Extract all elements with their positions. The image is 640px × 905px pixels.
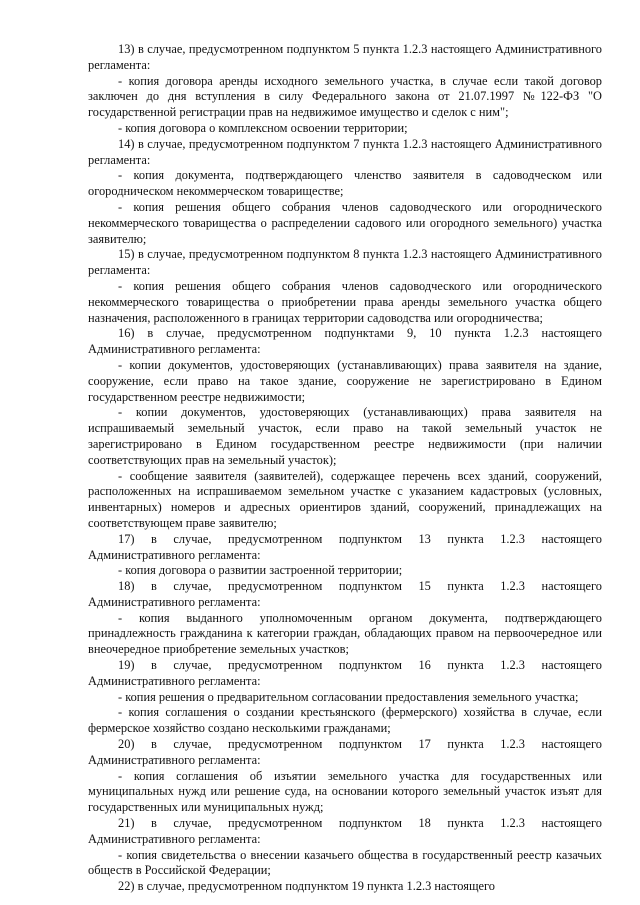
paragraph-13: 13) в случае, предусмотренном подпунктом 5 пункта 1.2.3 настоящего Административного регламента: (88, 42, 602, 72)
list-item: - копия договора аренды исходного земельного участка, в случае если такой договор заключен до дня вступления в силу Федерального закона от 21.07.1997 №122-ФЗ "О государственной регистрации прав на недвижимое имущество и сделок с ним"; (88, 73, 602, 120)
list-item: - копия решения о предварительном согласовании предоставления земельного участка; (118, 689, 579, 704)
paragraph-14: 14) в случае, предусмотренном подпунктом 7 пункта 1.2.3 настоящего Административного регламента: (88, 136, 602, 167)
paragraph-16: 16) в случае, предусмотренном подпунктами 9, 10 пункта 1.2.3 настоящего Административного регламента: (88, 326, 602, 357)
list-item: - копия свидетельства о внесении казачьего общества в государственный реестр казачьих обществ в Российской Федерации; (88, 847, 602, 878)
paragraph-21: 21) в случае, предусмотренном подпунктом 18 пункта 1.2.3 настоящего Административного регламента: (88, 816, 602, 846)
list-item: - копия выданного уполномоченным органом документа, подтверждающего принадлежность гражданина к категории граждан, обладающих правом на первоочередное или внеочередное приобретение земельных участков; (88, 610, 602, 657)
paragraph-22: 22) в случае, предусмотренном подпунктом 19 пункта 1.2.3 настоящего (118, 879, 495, 894)
paragraph-18: 18) в случае, предусмотренном подпунктом 15 пункта 1.2.3 настоящего Административного регламента: (88, 579, 602, 609)
list-item: - сообщение заявителя (заявителей), содержащее перечень всех зданий, сооружений, расположенных на испрашиваемом земельном участке с указанием кадастровых (условных, инвентарных) номеров и адресных ориентиров зданий, сооружений, принадлежащих на соответствующем праве заявителю; (88, 468, 602, 530)
list-item: - копия соглашения об изъятии земельного участка для государственных или муниципальных нужд или решение суда, на основании которого земельный участок изъят для государственных или муниципальных нужд; (88, 768, 602, 815)
list-item: - копия решения общего собрания членов садоводческого или огороднического некоммерческого товарищества о приобретении права аренды земельного участка общего назначения, расположенного в границах территории садоводства или огородничества; (88, 278, 602, 325)
paragraph-19: 19) в случае, предусмотренном подпунктом 16 пункта 1.2.3 настоящего Административного регламента: (88, 658, 602, 688)
document-body (88, 42, 602, 895)
paragraph-17: 17) в случае, предусмотренном подпунктом 13 пункта 1.2.3 настоящего Административного регламента: (88, 531, 602, 562)
list-item: - копия договора о комплексном освоении территории; (118, 120, 408, 135)
list-item: - копии документов, удостоверяющих (устанавливающих) права заявителя на испрашиваемый земельный участок, если право на такой земельный участок не зарегистрировано в Едином государственном реестре недвижимости (при наличии соответствующих прав на земельный участок); (88, 405, 602, 467)
list-item: - копии документов, удостоверяющих (устанавливающих) права заявителя на здание, сооружение, если право на такое здание, сооружение не зарегистрировано в Едином государственном реестре недвижимости; (88, 357, 602, 404)
paragraph-15: 15) в случае, предусмотренном подпунктом 8 пункта 1.2.3 настоящего Административного регламента: (88, 247, 602, 278)
list-item: - копия соглашения о создании крестьянского (фермерского) хозяйства в случае, если фермерское хозяйство создано несколькими гражданами; (88, 705, 602, 736)
list-item: - копия решения общего собрания членов садоводческого или огороднического некоммерческого товарищества о распределении садового или огородного земельного) участка заявителю; (88, 199, 602, 246)
list-item: - копия договора о развитии застроенной территории; (118, 563, 403, 578)
paragraph-20: 20) в случае, предусмотренном подпунктом 17 пункта 1.2.3 настоящего Административного регламента: (88, 737, 602, 767)
list-item: - копия документа, подтверждающего членство заявителя в садоводческом или огородническом некоммерческом товариществе; (88, 168, 602, 199)
